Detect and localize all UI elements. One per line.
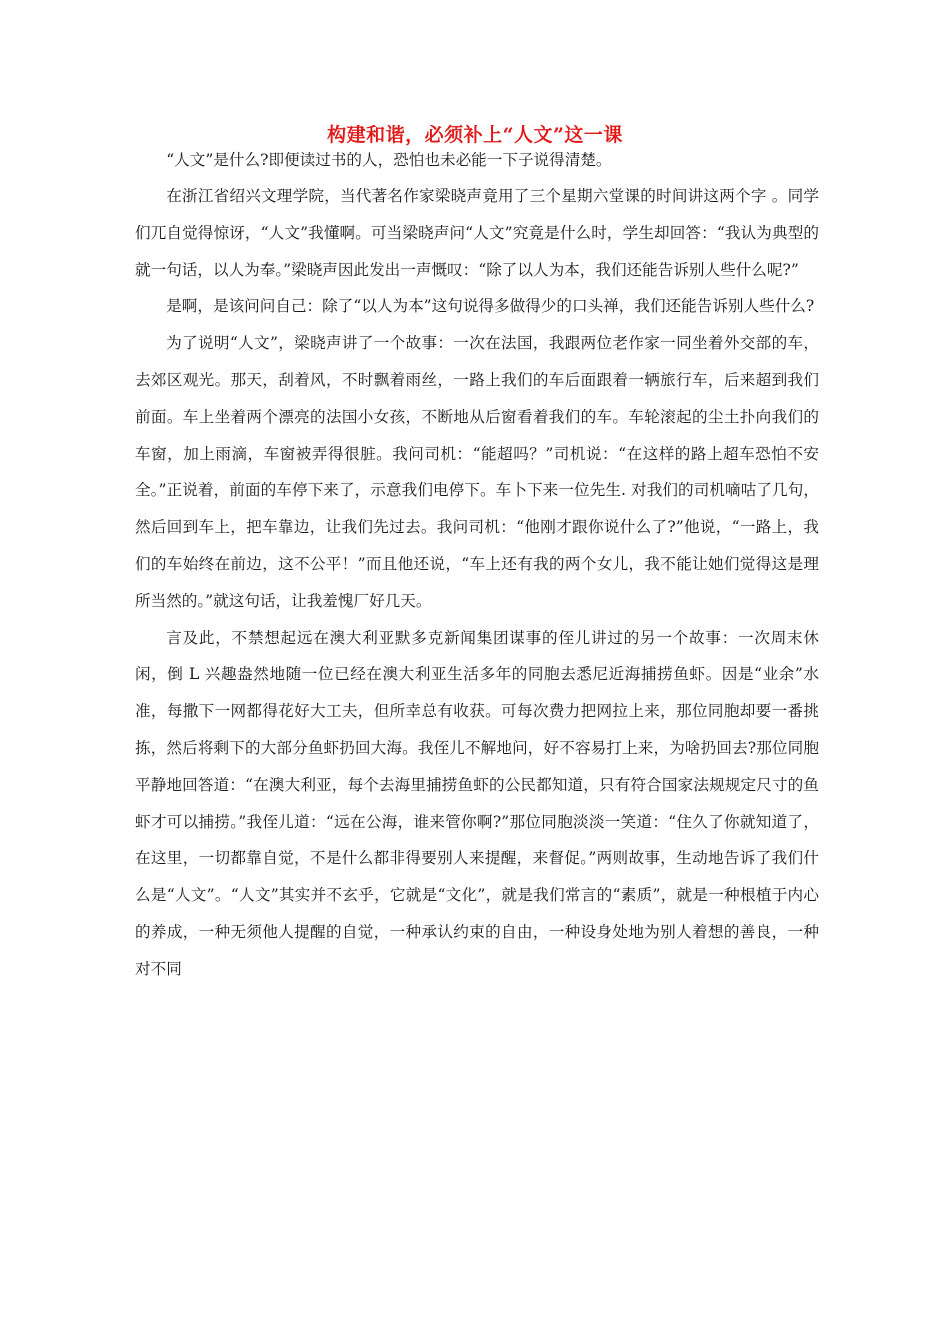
- paragraph-1: “人文”是什么?即便读过书的人，恐怕也未必能一下子说得清楚。: [166, 151, 612, 169]
- paragraph-4: 为了说明“人文”，梁晓声讲了一个故事：一次在法国，我跟两位老作家一同坐着外交部的车，去郊区观光。那天，刮着风，不时飘着雨丝，一路上我们的车后面跟着一辆旅行车，后来超到我们前面。车上坐着两个漂亮的法国小女孩，不断地从后窗看着我们的车。车轮滚起的尘土扑向我们的车窗，加上雨滴，车窗被弄得很脏。我问司机：“能超吗？”司机说：“在这样的路上超车恐怕不安全。”正说着，前面的车停下来了，示意我们电停下。车卜下来一位先生. 对我们的司机嘀咕了几句，然后回到车上，把车靠边，让我们先过去。我问司机：“他刚才跟你说什么了?”他说，“一路上，我们的车始终在前边，这不公平！”而且他还说，“车上还有我的两个女儿，我不能让她们觉得这是理所当然的。”就这句话，让我羞愧厂好几天。: [135, 334, 819, 610]
- document-title: 构建和谐，必须补上“人文”这一课: [327, 124, 623, 146]
- paragraph-2: 在浙江省绍兴文理学院，当代著名作家梁晓声竟用了三个星期六堂课的时间讲这两个字 。同学们兀自觉得惊讶，“人文”我懂啊。可当梁晓声问“人文”究竟是什么时，学生却回答：“我认为典型的就一句话，以人为奉。”梁晓声因此发出一声慨叹：“除了以人为本，我们还能告诉别人些什么呢?”: [135, 187, 819, 279]
- document-body: [135, 147, 819, 988]
- paragraph-5: 言及此，不禁想起远在澳大利亚默多克新闻集团谋事的侄儿讲过的另一个故事：一次周末休闲，倒 L 兴趣盎然地随一位已经在澳大利亚生活多年的同胞去悉尼近海捕捞鱼虾。因是“业余”水准，每撒下一网都得花好大工夫，但所幸总有收获。可每次费力把网拉上来，那位同胞却要一番挑拣，然后将剩下的大部分鱼虾扔回大海。我侄儿不解地问，好不容易打上来，为啥扔回去?那位同胞平静地回答道：“在澳大利亚，每个去海里捕捞鱼虾的公民都知道，只有符合国家法规规定尺寸的鱼虾才可以捕捞。”我侄儿道：“远在公海，谁来管你啊?”那位同胞淡淡一笑道：“住久了你就知道了，在这里，一切都靠自觉，不是什么都非得要别人来提醒，来督促。”两则故事，生动地告诉了我们什么是“人文”。“人文”其实并不玄乎，它就是“文化”，就是我们常言的“素质”，就是一种根植于内心的养成，一种无须他人提醒的自觉，一种承认约束的自由，一种设身处地为别人着想的善良，一种对不同: [135, 628, 819, 978]
- paragraph-3: 是啊，是该问问自己：除了“以人为本”这句说得多做得少的口头禅，我们还能告诉别人些什么?: [166, 297, 815, 316]
